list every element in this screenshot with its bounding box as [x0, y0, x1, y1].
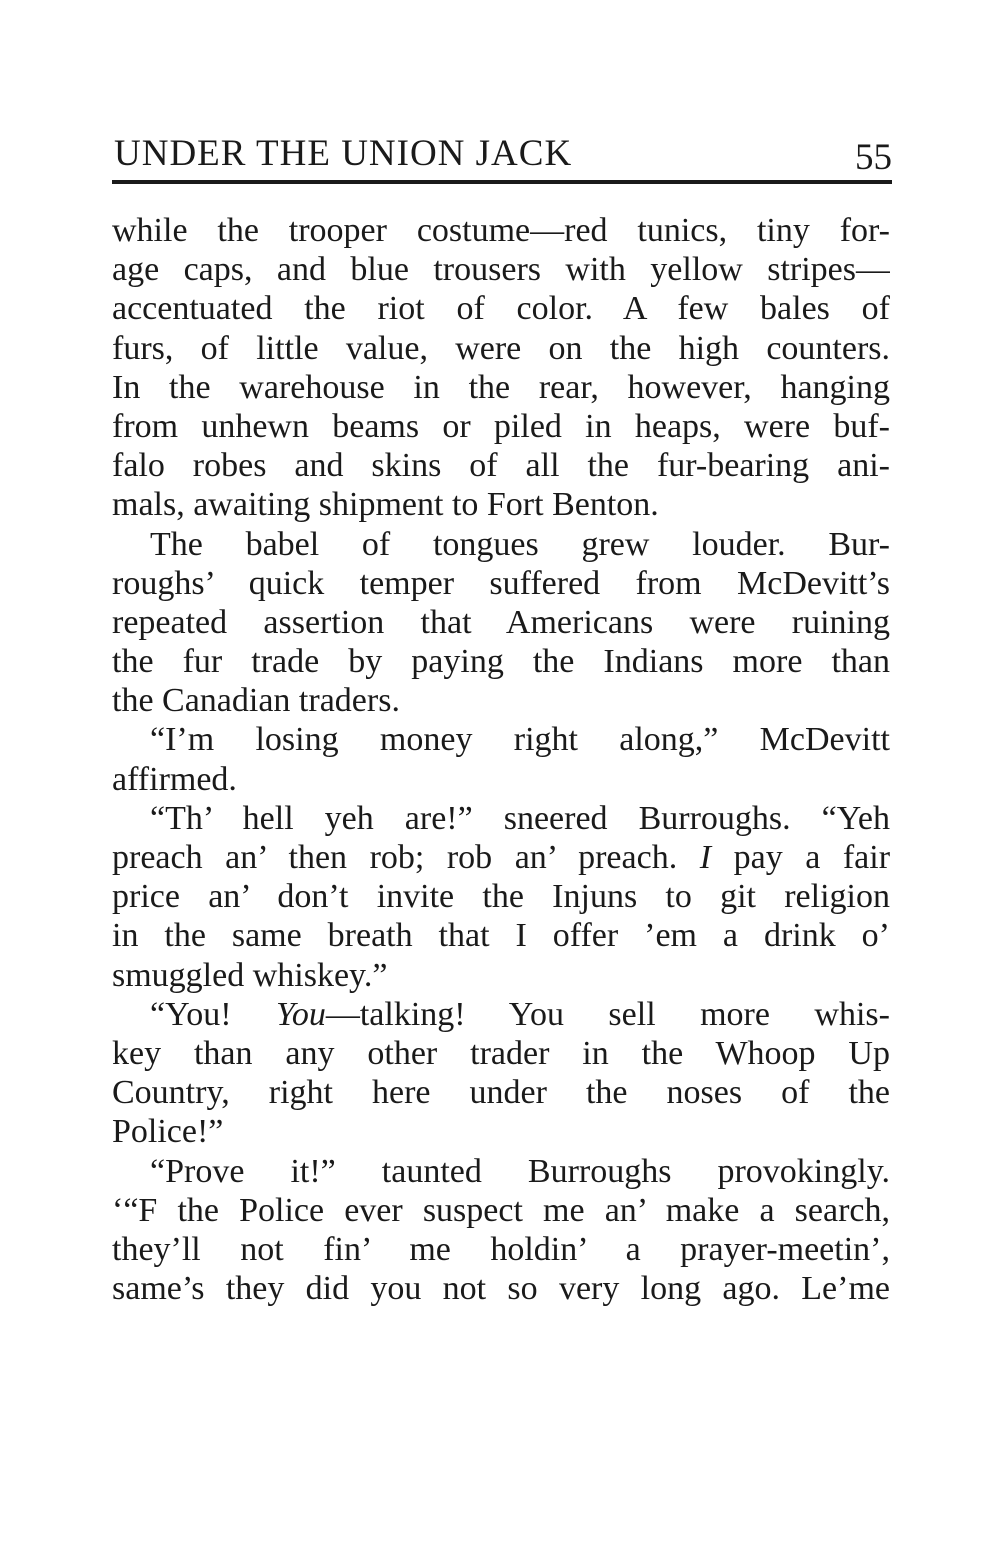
body-text: [112, 211, 890, 1308]
text-line: price an’ don’t invite the Injuns to git religion: [112, 878, 890, 916]
text-line: mals, awaiting shipment to Fort Benton.: [112, 486, 659, 524]
text-segment: preach an’ then rob; rob an’ preach.: [112, 839, 678, 876]
text-line: they’ll not fin’ me holdin’ a prayer-meetin’,: [112, 1230, 890, 1268]
text-line: same’s they did you not so very long ago. Le’me: [112, 1270, 890, 1308]
text-line: Police!”: [112, 1113, 224, 1151]
text-line: from unhewn beams or piled in heaps, were buf-: [112, 407, 890, 445]
italic-word: You: [276, 995, 326, 1033]
text-line: furs, of little value, were on the high counters.: [112, 329, 890, 367]
running-head: [112, 132, 892, 180]
text-line: “Prove it!” taunted Burroughs provokingly.: [150, 1152, 890, 1190]
running-title: UNDER THE UNION JACK: [114, 133, 573, 174]
text-line: Country, right here under the noses of the: [112, 1074, 890, 1112]
text-line: In the warehouse in the rear, however, hanging: [112, 368, 890, 406]
text-segment: pay a fair: [733, 839, 890, 876]
text-line: the Canadian traders.: [112, 682, 400, 720]
text-line: while the trooper costume—red tunics, tiny for-: [112, 212, 890, 249]
text-segment: “You!: [150, 995, 232, 1033]
text-line: in the same breath that I offer ’em a drink o’: [112, 917, 890, 955]
text-line: [112, 838, 890, 877]
page-number: 55: [855, 137, 892, 178]
text-line: repeated assertion that Americans were ruining: [112, 603, 890, 641]
text-segment: —talking! You sell more whis-: [325, 995, 890, 1033]
text-line: The babel of tongues grew louder. Bur-: [150, 525, 890, 563]
italic-word: I: [699, 839, 712, 876]
text-line: smuggled whiskey.”: [112, 956, 388, 994]
text-line: falo robes and skins of all the fur-bearing ani-: [112, 447, 890, 485]
text-line: “I’m losing money right along,” McDevitt: [150, 721, 890, 759]
text-line: the fur trade by paying the Indians more than: [112, 643, 890, 681]
text-line: [112, 995, 890, 1034]
text-line: affirmed.: [112, 760, 237, 798]
text-line: ‘“F the Police ever suspect me an’ make a search,: [112, 1191, 890, 1229]
text-line: roughs’ quick temper suffered from McDevitt’s: [112, 564, 890, 602]
text-line: “Th’ hell yeh are!” sneered Burroughs. “Yeh: [150, 799, 890, 837]
text-line: accentuated the riot of color. A few bales of: [112, 290, 890, 328]
header-rule: [112, 180, 892, 184]
text-line: age caps, and blue trousers with yellow stripes—: [112, 251, 890, 289]
text-line: key than any other trader in the Whoop Up: [112, 1034, 890, 1072]
